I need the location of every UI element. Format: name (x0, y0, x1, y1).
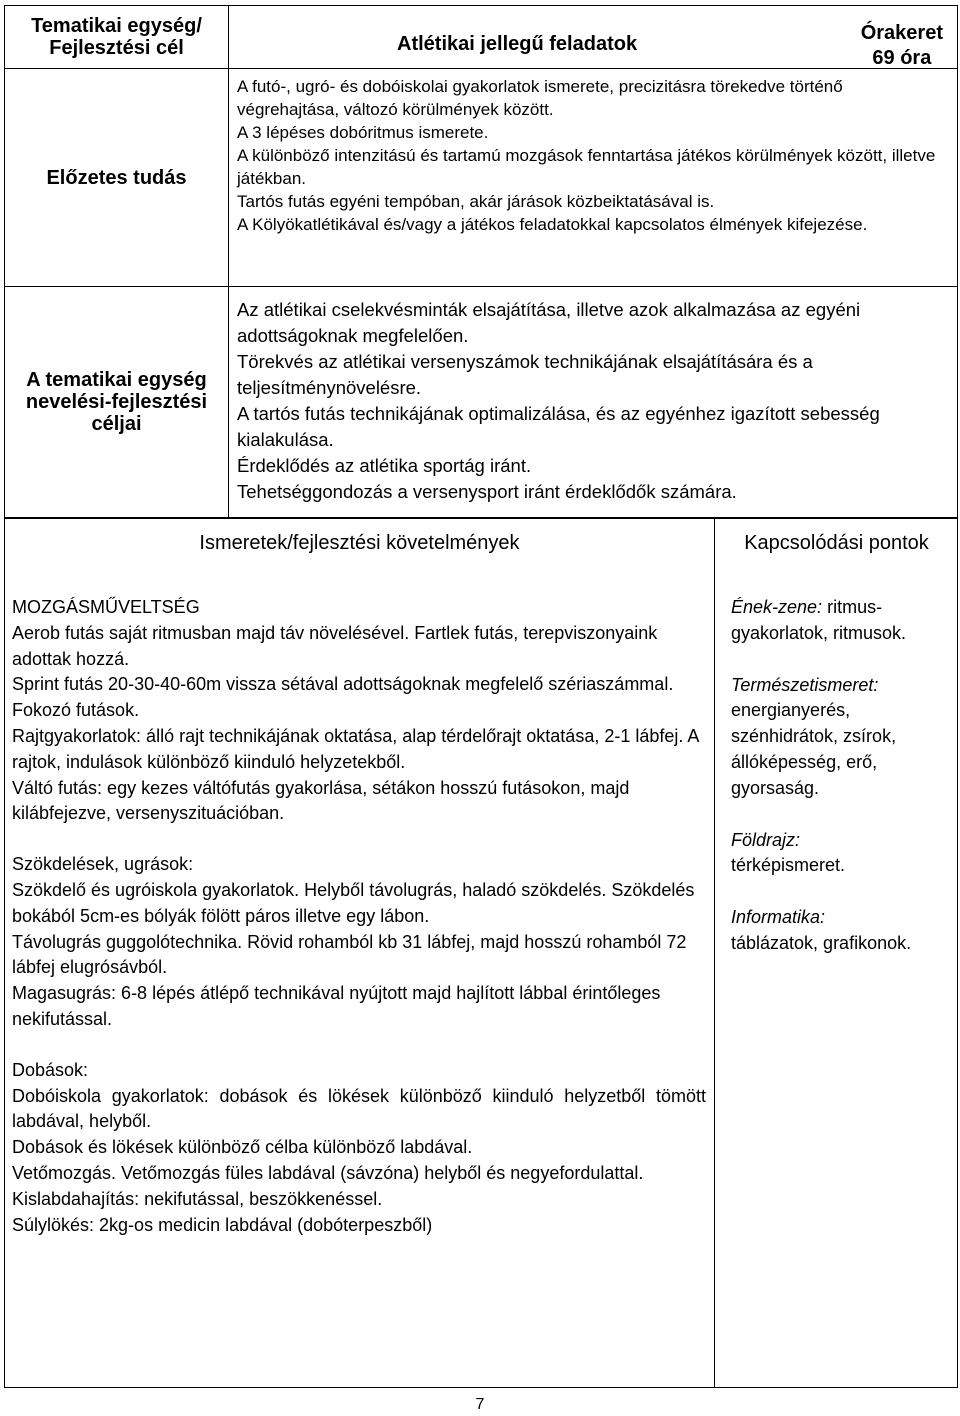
req-line: Kislabdahajítás: nekifutással, beszökkenéssel. (12, 1188, 383, 1209)
goal-line: Törekvés az atlétikai versenyszámok technikájának elsajátítására és a teljesítménynövelésre. (237, 351, 813, 398)
req-line: Dobások: (12, 1059, 89, 1080)
connection-text: térképismeret. (731, 855, 846, 876)
req-line: Szökdelő és ugróiskola gyakorlatok. Helyből távolugrás, haladó szökdelés. Szökdelés bokából 5cm-es bólyák fölött páros illetve egy lábon. (12, 879, 695, 926)
connection-subject: Ének-zene: (731, 597, 823, 617)
hours-box (861, 21, 943, 71)
topic-title: Atlétikai jellegű feladatok (397, 33, 638, 55)
hours-label: Órakeret (860, 22, 943, 44)
req-line: Dobások és lökések különböző célba különböző labdával. (12, 1137, 473, 1158)
connections-heading: Kapcsolódási pontok (744, 532, 929, 554)
connection-text: táblázatok, grafikonok. (731, 932, 912, 953)
prior-line: Tartós futás egyéni tempóban, akár járások közbeiktatásával is. (237, 192, 715, 211)
hours-value: 69 óra (872, 47, 932, 69)
curriculum-table (4, 5, 958, 1388)
connection-item (731, 828, 952, 880)
goals-content (229, 287, 958, 518)
req-line: Rajtgyakorlatok: álló rajt technikájának oktatása, alap térdelőrajt oktatása, 2-1 lábfej. A rajtok, indulások különböző kiinduló helyzetekből. (12, 725, 699, 772)
requirements-heading: Ismeretek/fejlesztési követelmények (199, 532, 520, 554)
goals-label: A tematikai egység nevelési-fejlesztési céljai (5, 287, 229, 518)
req-line: Súlylökés: 2kg-os medicin labdával (dobóterpeszből) (12, 1214, 433, 1235)
connection-subject: Földrajz: (731, 829, 801, 850)
req-line: Sprint futás 20-30-40-60m vissza sétával adottságoknak megfelelő szériaszámmal. (12, 674, 674, 695)
connection-item (731, 595, 952, 647)
prior-line: A különböző intenzitású és tartamú mozgások fenntartása játékos körülmények között, illetve játékban. (237, 146, 936, 188)
requirements-body (12, 595, 706, 1238)
prior-line: A Kölyökatlétikával és/vagy a játékos feladatokkal kapcsolatos élmények kifejezése. (237, 215, 868, 234)
req-line: MOZGÁSMŰVELTSÉG (12, 597, 200, 617)
header-left-label: Tematikai egység/ Fejlesztési cél (5, 6, 229, 69)
goal-line: Érdeklődés az atlétika sportág iránt. (237, 455, 532, 476)
connection-text: ritmus-gyakorlatok, ritmusok. (731, 597, 907, 643)
header-cell (229, 6, 958, 69)
req-line: Szökdelések, ugrások: (12, 854, 194, 875)
goal-line: A tartós futás technikájának optimalizálása, és az egyénhez igazított sebesség kialakulása. (237, 403, 880, 450)
req-line: Aerob futás saját ritmusban majd táv növelésével. Fartlek futás, terepviszonyaink adottak hozzá. (12, 622, 658, 669)
connection-subject: Természetismeret: (731, 674, 879, 695)
req-line: Fokozó futások. (12, 700, 140, 721)
prior-knowledge-label: Előzetes tudás (5, 69, 229, 287)
page-number: 7 (475, 1396, 485, 1413)
req-line: Távolugrás guggolótechnika. Rövid rohamból kb 31 lábfej, majd hosszú rohamból 72 lábfej elugrósávból. (12, 931, 687, 978)
req-line: Váltó futás: egy kezes váltófutás gyakorlása, sétákon hosszú futásokon, majd kilábfejezve, versenyszituációban. (12, 777, 630, 824)
connection-item (731, 673, 952, 802)
connection-subject: Informatika: (731, 907, 826, 928)
prior-knowledge-content (229, 69, 958, 287)
goal-line: Az atlétikai cselekvésminták elsajátítása, illetve azok alkalmazása az egyéni adottságoknak megfelelően. (237, 299, 861, 346)
connection-text: energianyerés, szénhidrátok, zsírok, állóképesség, erő, gyorsaság. (731, 700, 897, 798)
top-table (5, 6, 957, 518)
requirements-column (5, 519, 714, 1387)
lower-section (5, 518, 957, 1387)
prior-line: A futó-, ugró- és dobóiskolai gyakorlatok ismerete, precizitásra törekedve történő végrehajtása, változó körülmények között. (237, 77, 843, 119)
goal-line: Tehetséggondozás a versenysport iránt érdeklődők számára. (237, 481, 737, 502)
req-line: Magasugrás: 6-8 lépés átlépő technikával nyújtott majd hajlított lábbal érintőleges nekifutással. (12, 983, 661, 1029)
connection-item (731, 905, 952, 957)
req-line: Dobóiskola gyakorlatok: dobások és lökések különböző kiinduló helyzetből tömött labdával, helyből. (12, 1085, 706, 1132)
req-line: Vetőmozgás. Vetőmozgás füles labdával (sávzóna) helyből és negyefordulattal. (12, 1162, 644, 1183)
prior-line: A 3 lépéses dobóritmus ismerete. (237, 123, 489, 142)
connections-column (714, 519, 958, 1387)
connections-body (731, 595, 952, 983)
